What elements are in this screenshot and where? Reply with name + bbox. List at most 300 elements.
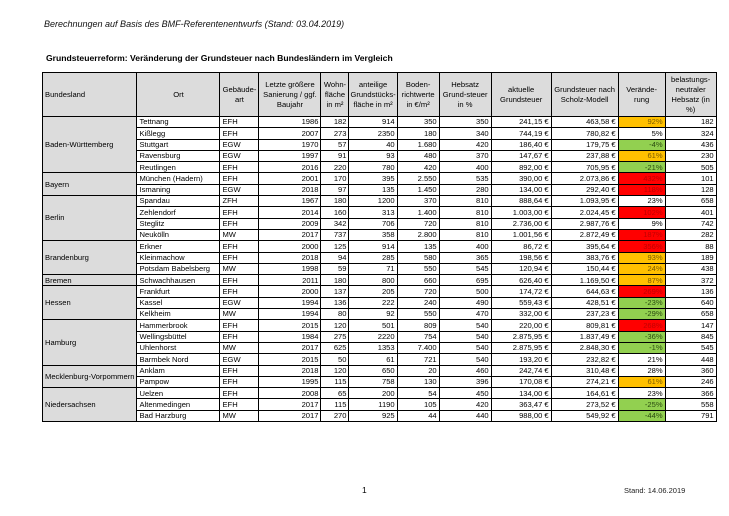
cell-ort: Schwachhausen [137, 275, 220, 286]
cell-bodenrichtwert: 1.450 [397, 184, 439, 195]
cell-baujahr: 2011 [259, 275, 321, 286]
table-row [43, 342, 717, 353]
cell-aktuelle-grundsteuer: 2.875,95 € [491, 342, 551, 353]
cell-veraenderung: -4% [618, 139, 665, 150]
cell-veraenderung: 118% [618, 184, 665, 195]
cell-aktuelle-grundsteuer: 242,74 € [491, 365, 551, 376]
cell-neutraler-hebsatz: 182 [665, 117, 716, 128]
cell-grundstuecksflaeche: 914 [349, 241, 397, 252]
cell-neutraler-hebsatz: 101 [665, 173, 716, 184]
cell-gebaeudeart: EFH [220, 320, 259, 331]
cell-bodenrichtwert: 7.400 [397, 342, 439, 353]
cell-wohnflaeche: 50 [321, 354, 349, 365]
cell-wohnflaeche: 136 [321, 297, 349, 308]
cell-scholz-modell: 1.093,95 € [551, 196, 618, 207]
cell-ort: Bad Harzburg [137, 410, 220, 421]
cell-wohnflaeche: 270 [321, 410, 349, 421]
table-row [43, 162, 717, 173]
cell-bodenrichtwert: 20 [397, 365, 439, 376]
cell-neutraler-hebsatz: 640 [665, 297, 716, 308]
cell-gebaeudeart: EFH [220, 218, 259, 229]
cell-veraenderung: 23% [618, 388, 665, 399]
cell-ort: Stuttgart [137, 139, 220, 150]
cell-neutraler-hebsatz: 658 [665, 196, 716, 207]
cell-baujahr: 2018 [259, 184, 321, 195]
cell-aktuelle-grundsteuer: 1.001,56 € [491, 229, 551, 240]
cell-baujahr: 2000 [259, 241, 321, 252]
cell-baujahr: 1994 [259, 309, 321, 320]
cell-gebaeudeart: EFH [220, 117, 259, 128]
cell-aktuelle-grundsteuer: 1.003,00 € [491, 207, 551, 218]
cell-wohnflaeche: 80 [321, 309, 349, 320]
cell-neutraler-hebsatz: 436 [665, 139, 716, 150]
grundsteuer-table [42, 72, 717, 422]
cell-grundstuecksflaeche: 1353 [349, 342, 397, 353]
cell-scholz-modell: 2.024,45 € [551, 207, 618, 218]
table-row [43, 150, 717, 161]
cell-ort: Altenmedingen [137, 399, 220, 410]
cell-veraenderung: 102% [618, 207, 665, 218]
cell-bundesland: Bayern [43, 173, 137, 196]
cell-wohnflaeche: 273 [321, 128, 349, 139]
cell-bundesland: Bremen [43, 275, 137, 286]
cell-aktuelle-grundsteuer: 888,64 € [491, 196, 551, 207]
cell-bodenrichtwert: 240 [397, 297, 439, 308]
cell-baujahr: 2018 [259, 252, 321, 263]
cell-bodenrichtwert: 550 [397, 263, 439, 274]
cell-grundstuecksflaeche: 1190 [349, 399, 397, 410]
table-row [43, 275, 717, 286]
table-row [43, 229, 717, 240]
cell-baujahr: 1995 [259, 376, 321, 387]
cell-aktuelle-grundsteuer: 332,00 € [491, 309, 551, 320]
cell-hebsatz: 365 [439, 252, 491, 263]
cell-bodenrichtwert: 721 [397, 354, 439, 365]
cell-baujahr: 2018 [259, 365, 321, 376]
cell-hebsatz: 810 [439, 207, 491, 218]
table-body [43, 117, 717, 422]
cell-hebsatz: 350 [439, 117, 491, 128]
cell-hebsatz: 340 [439, 128, 491, 139]
cell-baujahr: 1994 [259, 297, 321, 308]
cell-bodenrichtwert: 2.550 [397, 173, 439, 184]
cell-wohnflaeche: 220 [321, 162, 349, 173]
cell-neutraler-hebsatz: 360 [665, 365, 716, 376]
cell-bodenrichtwert: 480 [397, 150, 439, 161]
cell-neutraler-hebsatz: 282 [665, 229, 716, 240]
cell-grundstuecksflaeche: 395 [349, 173, 397, 184]
cell-baujahr: 2000 [259, 286, 321, 297]
cell-bodenrichtwert: 135 [397, 241, 439, 252]
header-wohnflaeche: Wohn-fläche in m² [321, 73, 349, 117]
cell-aktuelle-grundsteuer: 220,00 € [491, 320, 551, 331]
cell-bodenrichtwert: 1.680 [397, 139, 439, 150]
cell-scholz-modell: 2.848,30 € [551, 342, 618, 353]
cell-ort: Wellingsbüttel [137, 331, 220, 342]
cell-veraenderung: -25% [618, 399, 665, 410]
cell-scholz-modell: 644,63 € [551, 286, 618, 297]
stand-date: Stand: 14.06.2019 [624, 486, 686, 495]
cell-ort: Spandau [137, 196, 220, 207]
cell-gebaeudeart: MW [220, 309, 259, 320]
cell-neutraler-hebsatz: 658 [665, 309, 716, 320]
cell-wohnflaeche: 59 [321, 263, 349, 274]
cell-baujahr: 2009 [259, 218, 321, 229]
cell-hebsatz: 540 [439, 342, 491, 353]
cell-scholz-modell: 274,21 € [551, 376, 618, 387]
cell-baujahr: 1984 [259, 331, 321, 342]
page-number: 1 [362, 485, 367, 495]
cell-scholz-modell: 310,48 € [551, 365, 618, 376]
cell-grundstuecksflaeche: 706 [349, 218, 397, 229]
cell-wohnflaeche: 120 [321, 320, 349, 331]
cell-ort: Kleinmachow [137, 252, 220, 263]
table-row [43, 218, 717, 229]
cell-gebaeudeart: MW [220, 342, 259, 353]
cell-hebsatz: 810 [439, 196, 491, 207]
cell-baujahr: 1970 [259, 139, 321, 150]
cell-veraenderung: 21% [618, 354, 665, 365]
cell-bundesland: Niedersachsen [43, 388, 137, 422]
cell-hebsatz: 810 [439, 218, 491, 229]
cell-veraenderung: 187% [618, 229, 665, 240]
cell-hebsatz: 500 [439, 286, 491, 297]
cell-bodenrichtwert: 44 [397, 410, 439, 421]
cell-veraenderung: -36% [618, 331, 665, 342]
cell-neutraler-hebsatz: 438 [665, 263, 716, 274]
cell-scholz-modell: 150,44 € [551, 263, 618, 274]
cell-aktuelle-grundsteuer: 170,08 € [491, 376, 551, 387]
cell-grundstuecksflaeche: 501 [349, 320, 397, 331]
cell-wohnflaeche: 65 [321, 388, 349, 399]
cell-gebaeudeart: MW [220, 229, 259, 240]
table-row [43, 173, 717, 184]
cell-veraenderung: 24% [618, 263, 665, 274]
table-row [43, 376, 717, 387]
table-row [43, 399, 717, 410]
header-veraenderung: Verände-rung [618, 73, 665, 117]
cell-neutraler-hebsatz: 147 [665, 320, 716, 331]
cell-aktuelle-grundsteuer: 174,72 € [491, 286, 551, 297]
cell-scholz-modell: 164,61 € [551, 388, 618, 399]
cell-neutraler-hebsatz: 246 [665, 376, 716, 387]
cell-ort: Uhlenhorst [137, 342, 220, 353]
cell-neutraler-hebsatz: 505 [665, 162, 716, 173]
table-row [43, 331, 717, 342]
cell-neutraler-hebsatz: 845 [665, 331, 716, 342]
cell-grundstuecksflaeche: 650 [349, 365, 397, 376]
cell-wohnflaeche: 180 [321, 275, 349, 286]
cell-neutraler-hebsatz: 401 [665, 207, 716, 218]
cell-gebaeudeart: EGW [220, 297, 259, 308]
cell-gebaeudeart: EFH [220, 399, 259, 410]
header-hebsatz: Hebsatz Grund-steuer in % [439, 73, 491, 117]
cell-bodenrichtwert: 370 [397, 196, 439, 207]
cell-wohnflaeche: 342 [321, 218, 349, 229]
cell-scholz-modell: 395,64 € [551, 241, 618, 252]
cell-scholz-modell: 428,51 € [551, 297, 618, 308]
cell-wohnflaeche: 170 [321, 173, 349, 184]
cell-neutraler-hebsatz: 136 [665, 286, 716, 297]
cell-grundstuecksflaeche: 40 [349, 139, 397, 150]
cell-baujahr: 2017 [259, 342, 321, 353]
cell-scholz-modell: 705,95 € [551, 162, 618, 173]
cell-ort: Ravensburg [137, 150, 220, 161]
header-aktuelle-grundsteuer: aktuelle Grundsteuer [491, 73, 551, 117]
cell-baujahr: 2015 [259, 320, 321, 331]
cell-bundesland: Berlin [43, 196, 137, 241]
cell-baujahr: 1998 [259, 263, 321, 274]
cell-ort: Neukölln [137, 229, 220, 240]
cell-veraenderung: 356% [618, 241, 665, 252]
cell-bodenrichtwert: 720 [397, 218, 439, 229]
cell-bodenrichtwert: 420 [397, 162, 439, 173]
cell-grundstuecksflaeche: 222 [349, 297, 397, 308]
cell-gebaeudeart: EFH [220, 388, 259, 399]
document-heading: Grundsteuerreform: Veränderung der Grundsteuer nach Bundesländern im Vergleich [46, 53, 393, 63]
header-neutraler-hebsatz: belastungs-neutraler Hebsatz (in %) [665, 73, 716, 117]
cell-aktuelle-grundsteuer: 198,56 € [491, 252, 551, 263]
cell-gebaeudeart: ZFH [220, 196, 259, 207]
cell-veraenderung: 28% [618, 365, 665, 376]
table-row [43, 286, 717, 297]
cell-ort: Ismaning [137, 184, 220, 195]
cell-hebsatz: 440 [439, 410, 491, 421]
cell-hebsatz: 490 [439, 297, 491, 308]
header-grundstuecksflaeche: anteilige Grundstücks-fläche in m² [349, 73, 397, 117]
cell-wohnflaeche: 57 [321, 139, 349, 150]
cell-ort: Hammerbrook [137, 320, 220, 331]
cell-ort: Potsdam Babelsberg [137, 263, 220, 274]
cell-bodenrichtwert: 580 [397, 252, 439, 263]
cell-baujahr: 2007 [259, 128, 321, 139]
cell-hebsatz: 400 [439, 241, 491, 252]
cell-scholz-modell: 2.987,76 € [551, 218, 618, 229]
cell-scholz-modell: 2.872,49 € [551, 229, 618, 240]
cell-veraenderung: 87% [618, 275, 665, 286]
table-row [43, 309, 717, 320]
cell-wohnflaeche: 275 [321, 331, 349, 342]
cell-gebaeudeart: EFH [220, 286, 259, 297]
cell-hebsatz: 535 [439, 173, 491, 184]
cell-grundstuecksflaeche: 135 [349, 184, 397, 195]
cell-ort: Pampow [137, 376, 220, 387]
cell-ort: Steglitz [137, 218, 220, 229]
document-subtitle: Berechnungen auf Basis des BMF-Referentenentwurfs (Stand: 03.04.2019) [44, 19, 345, 29]
cell-ort: Frankfurt [137, 286, 220, 297]
cell-neutraler-hebsatz: 230 [665, 150, 716, 161]
cell-scholz-modell: 1.169,50 € [551, 275, 618, 286]
cell-scholz-modell: 2.073,86 € [551, 173, 618, 184]
cell-aktuelle-grundsteuer: 86,72 € [491, 241, 551, 252]
cell-aktuelle-grundsteuer: 134,00 € [491, 388, 551, 399]
cell-bundesland: Hessen [43, 286, 137, 320]
cell-hebsatz: 540 [439, 354, 491, 365]
cell-aktuelle-grundsteuer: 626,40 € [491, 275, 551, 286]
cell-grundstuecksflaeche: 1200 [349, 196, 397, 207]
cell-aktuelle-grundsteuer: 193,20 € [491, 354, 551, 365]
cell-wohnflaeche: 137 [321, 286, 349, 297]
cell-gebaeudeart: EFH [220, 173, 259, 184]
table-row [43, 207, 717, 218]
header-gebaeudeart: Gebäude-art [220, 73, 259, 117]
cell-baujahr: 1997 [259, 150, 321, 161]
table-row [43, 252, 717, 263]
cell-gebaeudeart: EFH [220, 128, 259, 139]
cell-grundstuecksflaeche: 2350 [349, 128, 397, 139]
table-row [43, 365, 717, 376]
cell-veraenderung: 93% [618, 252, 665, 263]
cell-veraenderung: 61% [618, 150, 665, 161]
cell-gebaeudeart: EGW [220, 139, 259, 150]
cell-bodenrichtwert: 1.400 [397, 207, 439, 218]
cell-scholz-modell: 383,76 € [551, 252, 618, 263]
cell-scholz-modell: 292,40 € [551, 184, 618, 195]
cell-grundstuecksflaeche: 71 [349, 263, 397, 274]
table-row [43, 241, 717, 252]
cell-grundstuecksflaeche: 200 [349, 388, 397, 399]
cell-scholz-modell: 232,82 € [551, 354, 618, 365]
cell-grundstuecksflaeche: 285 [349, 252, 397, 263]
table-row [43, 320, 717, 331]
cell-bodenrichtwert: 130 [397, 376, 439, 387]
cell-aktuelle-grundsteuer: 120,94 € [491, 263, 551, 274]
cell-wohnflaeche: 737 [321, 229, 349, 240]
cell-ort: Kassel [137, 297, 220, 308]
header-ort: Ort [137, 73, 220, 117]
table-row [43, 139, 717, 150]
cell-neutraler-hebsatz: 189 [665, 252, 716, 263]
cell-veraenderung: 269% [618, 286, 665, 297]
cell-wohnflaeche: 625 [321, 342, 349, 353]
cell-veraenderung: -21% [618, 162, 665, 173]
table-header-row [43, 73, 717, 117]
table-row [43, 410, 717, 421]
cell-wohnflaeche: 125 [321, 241, 349, 252]
cell-veraenderung: -1% [618, 342, 665, 353]
cell-aktuelle-grundsteuer: 134,00 € [491, 184, 551, 195]
cell-veraenderung: 61% [618, 376, 665, 387]
cell-grundstuecksflaeche: 92 [349, 309, 397, 320]
header-bundesland: Bundesland [43, 73, 137, 117]
cell-neutraler-hebsatz: 545 [665, 342, 716, 353]
table-row [43, 354, 717, 365]
cell-hebsatz: 695 [439, 275, 491, 286]
cell-aktuelle-grundsteuer: 892,00 € [491, 162, 551, 173]
cell-hebsatz: 420 [439, 139, 491, 150]
cell-wohnflaeche: 97 [321, 184, 349, 195]
cell-grundstuecksflaeche: 914 [349, 117, 397, 128]
cell-baujahr: 2016 [259, 162, 321, 173]
cell-ort: Kißlegg [137, 128, 220, 139]
cell-hebsatz: 280 [439, 184, 491, 195]
cell-grundstuecksflaeche: 800 [349, 275, 397, 286]
cell-scholz-modell: 273,52 € [551, 399, 618, 410]
cell-hebsatz: 370 [439, 150, 491, 161]
cell-gebaeudeart: EFH [220, 252, 259, 263]
cell-veraenderung: -29% [618, 309, 665, 320]
cell-aktuelle-grundsteuer: 147,67 € [491, 150, 551, 161]
cell-veraenderung: -44% [618, 410, 665, 421]
cell-baujahr: 1967 [259, 196, 321, 207]
cell-gebaeudeart: EGW [220, 184, 259, 195]
cell-neutraler-hebsatz: 128 [665, 184, 716, 195]
cell-grundstuecksflaeche: 93 [349, 150, 397, 161]
cell-hebsatz: 450 [439, 388, 491, 399]
table-row [43, 297, 717, 308]
cell-wohnflaeche: 115 [321, 399, 349, 410]
table-row [43, 263, 717, 274]
cell-veraenderung: 23% [618, 196, 665, 207]
cell-gebaeudeart: EFH [220, 207, 259, 218]
cell-ort: Barmbek Nord [137, 354, 220, 365]
cell-neutraler-hebsatz: 88 [665, 241, 716, 252]
cell-scholz-modell: 237,88 € [551, 150, 618, 161]
cell-veraenderung: 92% [618, 117, 665, 128]
cell-scholz-modell: 809,81 € [551, 320, 618, 331]
cell-grundstuecksflaeche: 758 [349, 376, 397, 387]
cell-aktuelle-grundsteuer: 363,47 € [491, 399, 551, 410]
cell-gebaeudeart: MW [220, 410, 259, 421]
cell-veraenderung: 432% [618, 173, 665, 184]
header-scholz-modell: Grundsteuer nach Scholz-Modell [551, 73, 618, 117]
cell-grundstuecksflaeche: 358 [349, 229, 397, 240]
cell-scholz-modell: 1.837,49 € [551, 331, 618, 342]
cell-hebsatz: 545 [439, 263, 491, 274]
cell-aktuelle-grundsteuer: 744,19 € [491, 128, 551, 139]
cell-baujahr: 2001 [259, 173, 321, 184]
cell-wohnflaeche: 160 [321, 207, 349, 218]
cell-gebaeudeart: EFH [220, 162, 259, 173]
cell-bundesland: Mecklenburg-Vorpommern [43, 365, 137, 388]
cell-bodenrichtwert: 809 [397, 320, 439, 331]
cell-ort: München (Hadern) [137, 173, 220, 184]
table-row [43, 196, 717, 207]
cell-neutraler-hebsatz: 324 [665, 128, 716, 139]
cell-ort: Erkner [137, 241, 220, 252]
cell-wohnflaeche: 94 [321, 252, 349, 263]
cell-gebaeudeart: EFH [220, 331, 259, 342]
cell-neutraler-hebsatz: 558 [665, 399, 716, 410]
cell-bodenrichtwert: 550 [397, 309, 439, 320]
cell-scholz-modell: 463,58 € [551, 117, 618, 128]
cell-baujahr: 2017 [259, 399, 321, 410]
cell-baujahr: 2015 [259, 354, 321, 365]
cell-gebaeudeart: MW [220, 263, 259, 274]
cell-ort: Kelkheim [137, 309, 220, 320]
cell-ort: Zehlendorf [137, 207, 220, 218]
cell-wohnflaeche: 182 [321, 117, 349, 128]
cell-grundstuecksflaeche: 313 [349, 207, 397, 218]
cell-hebsatz: 470 [439, 309, 491, 320]
cell-gebaeudeart: EGW [220, 150, 259, 161]
table-row [43, 128, 717, 139]
cell-grundstuecksflaeche: 61 [349, 354, 397, 365]
cell-ort: Tettnang [137, 117, 220, 128]
cell-wohnflaeche: 120 [321, 365, 349, 376]
table-row [43, 117, 717, 128]
cell-neutraler-hebsatz: 448 [665, 354, 716, 365]
cell-grundstuecksflaeche: 205 [349, 286, 397, 297]
cell-scholz-modell: 179,75 € [551, 139, 618, 150]
cell-neutraler-hebsatz: 372 [665, 275, 716, 286]
cell-aktuelle-grundsteuer: 390,00 € [491, 173, 551, 184]
cell-bundesland: Baden-Württemberg [43, 117, 137, 173]
cell-baujahr: 2014 [259, 207, 321, 218]
cell-neutraler-hebsatz: 366 [665, 388, 716, 399]
cell-aktuelle-grundsteuer: 988,00 € [491, 410, 551, 421]
cell-aktuelle-grundsteuer: 2.875,95 € [491, 331, 551, 342]
